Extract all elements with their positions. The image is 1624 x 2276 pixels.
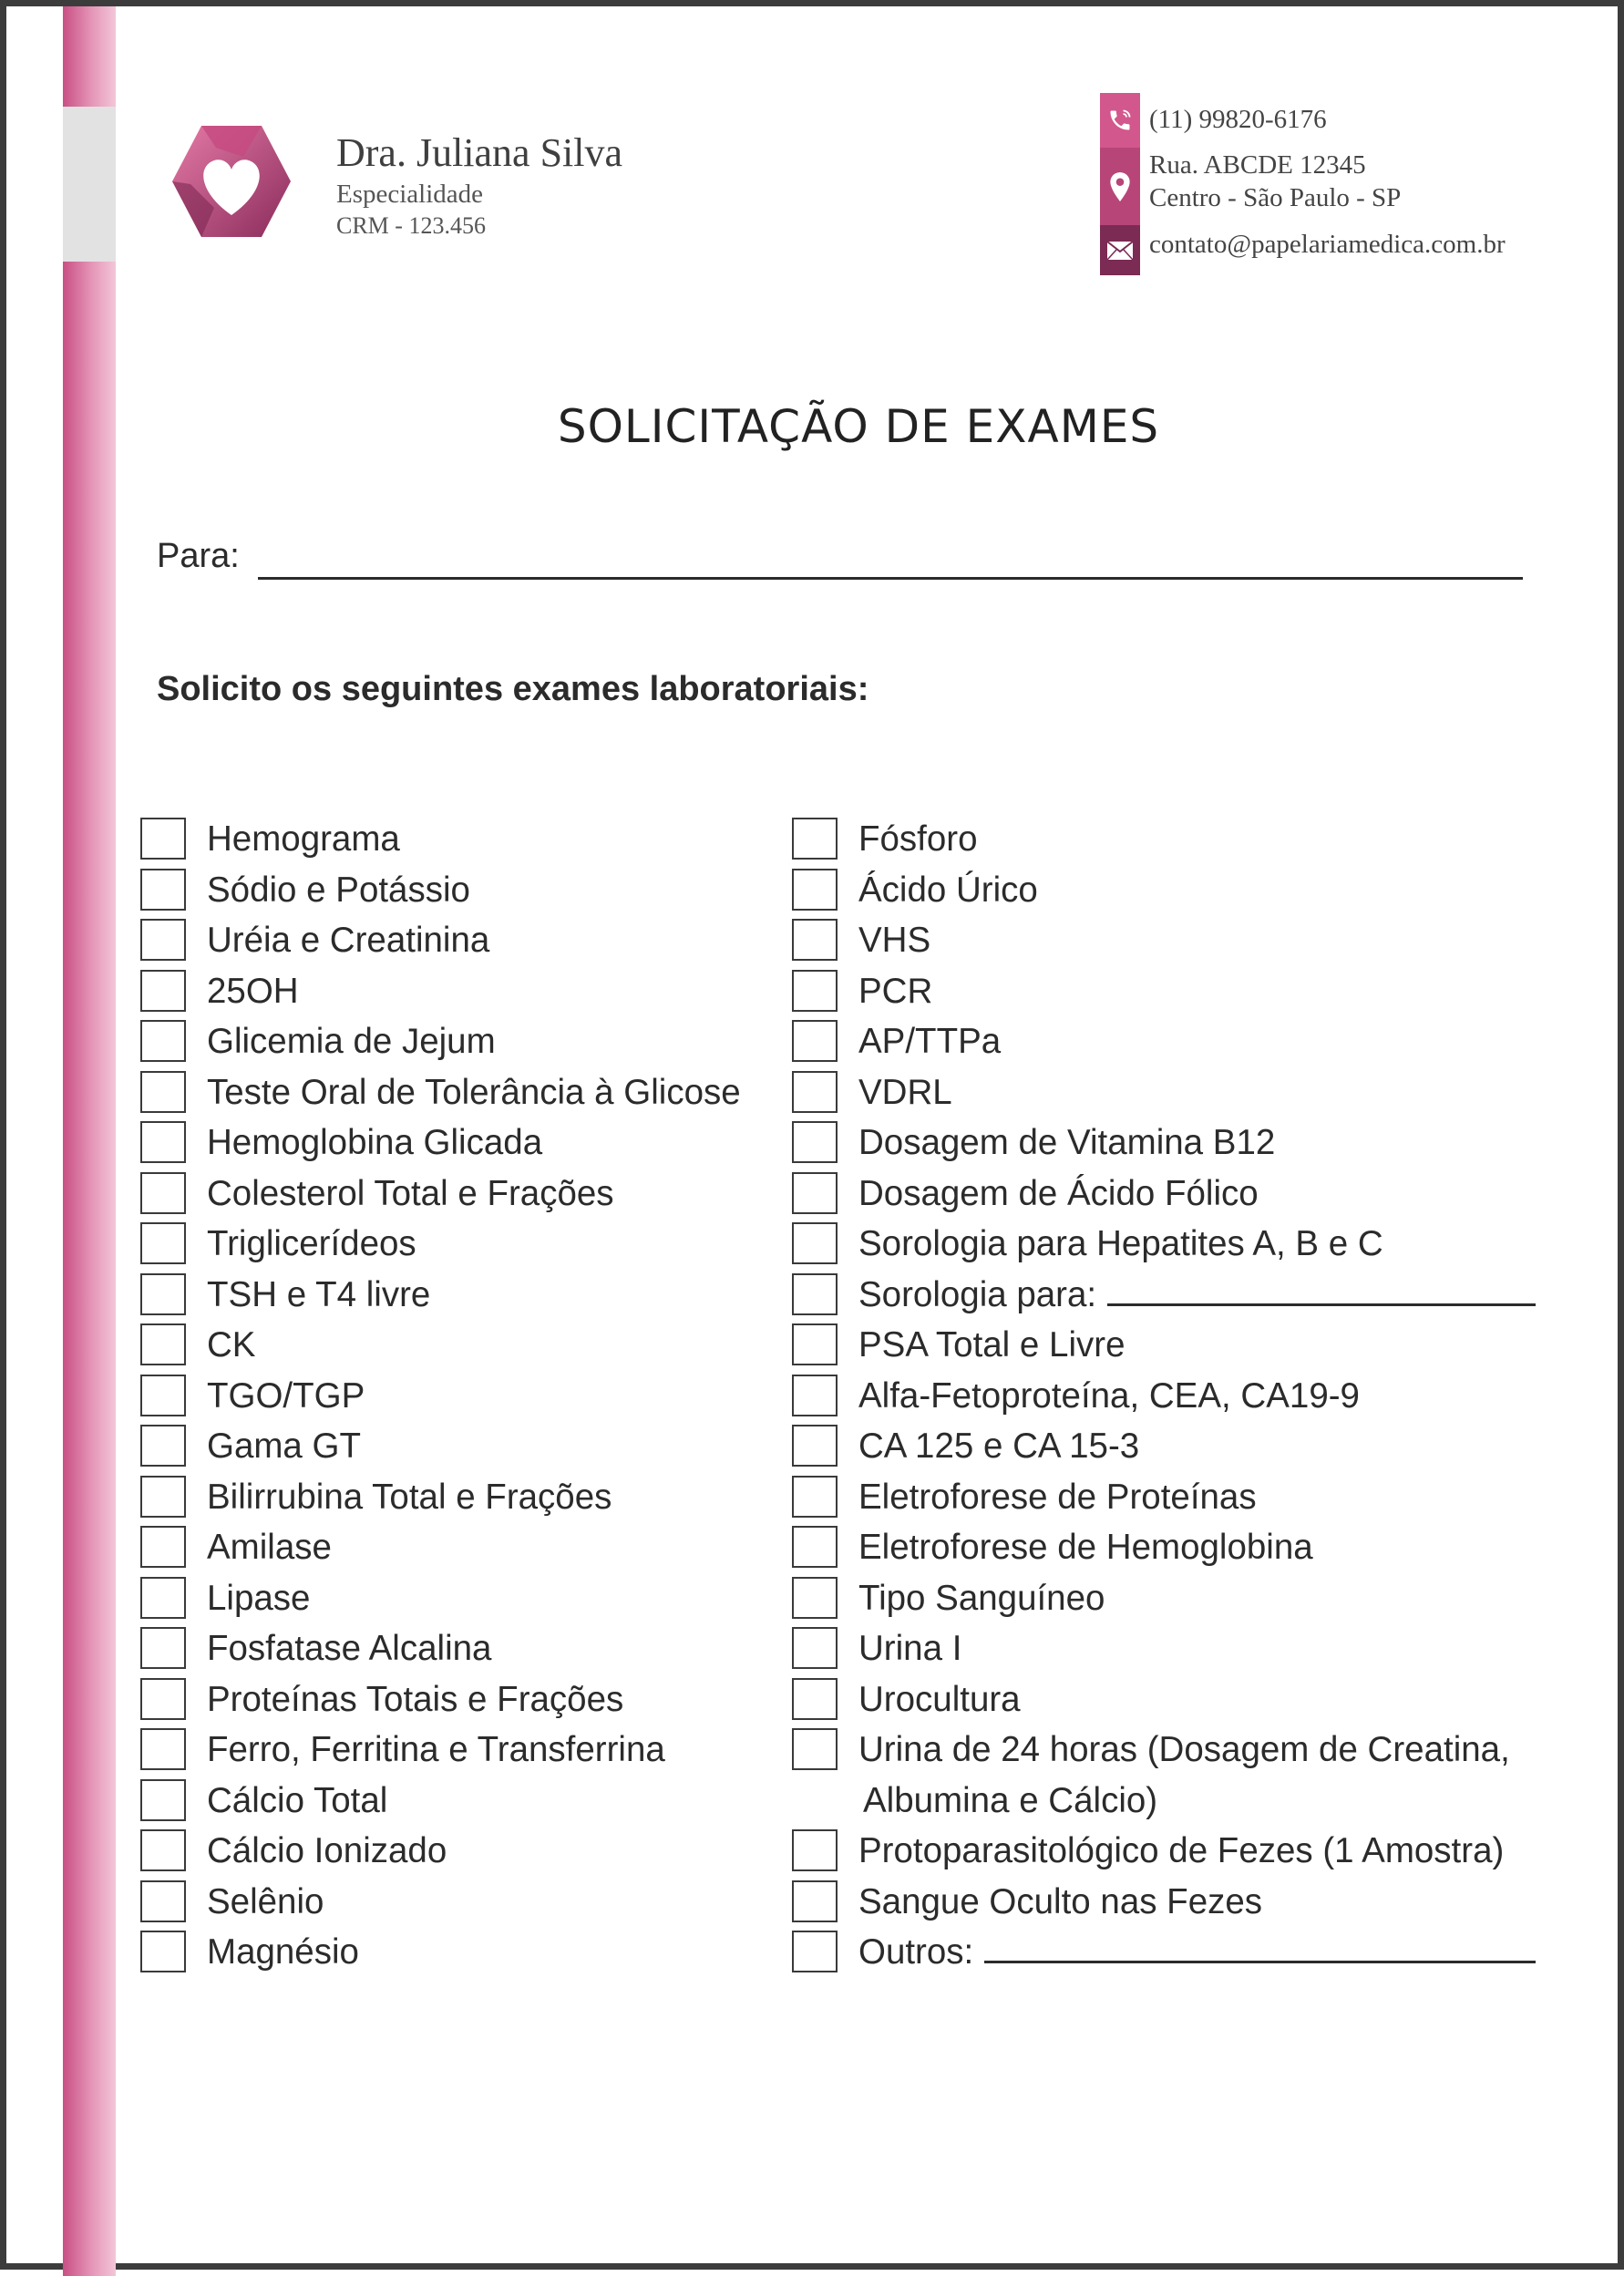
exam-item-alfa-fetoproteina-cea-ca19-9[interactable] bbox=[792, 1375, 1360, 1426]
exam-label: Fósforo bbox=[858, 819, 978, 859]
exam-checkbox[interactable] bbox=[140, 919, 186, 961]
exam-label: Amilase bbox=[207, 1528, 332, 1567]
exam-label: Ácido Úrico bbox=[858, 870, 1038, 910]
exam-fill-line[interactable] bbox=[1107, 1303, 1536, 1306]
envelope-icon bbox=[1100, 225, 1140, 275]
exam-item-dosagem-de-acido-folico[interactable] bbox=[792, 1172, 1259, 1223]
exam-label: Tipo Sanguíneo bbox=[858, 1578, 1105, 1618]
exam-checkbox[interactable] bbox=[792, 1829, 838, 1871]
exam-checkbox[interactable] bbox=[140, 1375, 186, 1416]
exam-checkbox[interactable] bbox=[792, 1222, 838, 1264]
exam-item-urina-de-24-horas-dosagem-de-creatina[interactable] bbox=[792, 1728, 1510, 1779]
exam-checkbox[interactable] bbox=[140, 1020, 186, 1062]
exam-label: CA 125 e CA 15-3 bbox=[858, 1426, 1140, 1466]
exam-label: VDRL bbox=[858, 1072, 952, 1112]
exam-checkbox[interactable] bbox=[792, 818, 838, 860]
exam-label: Ferro, Ferritina e Transferrina bbox=[207, 1730, 665, 1769]
exam-label: Uréia e Creatinina bbox=[207, 921, 490, 960]
exam-label: Urina de 24 horas (Dosagem de Creatina, bbox=[858, 1730, 1510, 1769]
exam-item-acido-urico[interactable] bbox=[792, 869, 1038, 920]
exam-checkbox[interactable] bbox=[792, 1425, 838, 1467]
doctor-specialty: Especialidade bbox=[336, 180, 484, 209]
exam-checkbox[interactable] bbox=[792, 1121, 838, 1163]
exam-item-sangue-oculto-nas-fezes[interactable] bbox=[792, 1880, 1263, 1931]
exam-checkbox[interactable] bbox=[792, 869, 838, 911]
heart-hexagon-logo-icon bbox=[170, 120, 293, 242]
exam-label: Gama GT bbox=[207, 1426, 362, 1466]
exam-checkbox[interactable] bbox=[140, 818, 186, 860]
exam-label: CK bbox=[207, 1325, 256, 1365]
exam-checkbox[interactable] bbox=[140, 1728, 186, 1770]
exam-checkbox[interactable] bbox=[140, 1222, 186, 1264]
exam-item-ca-125-e-ca-15-3[interactable] bbox=[792, 1425, 1140, 1476]
exam-label: Sorologia para Hepatites A, B e C bbox=[858, 1224, 1383, 1263]
exam-label: Urina I bbox=[858, 1629, 962, 1668]
exam-item-ap-ttpa[interactable] bbox=[792, 1020, 1002, 1071]
exam-checkbox[interactable] bbox=[140, 970, 186, 1012]
exam-checkbox[interactable] bbox=[140, 1172, 186, 1214]
exam-checkbox[interactable] bbox=[140, 1880, 186, 1922]
exam-checkbox[interactable] bbox=[140, 1273, 186, 1315]
exam-label: Fosfatase Alcalina bbox=[207, 1629, 492, 1668]
doctor-name: Dra. Juliana Silva bbox=[336, 130, 623, 175]
exam-item-urocultura[interactable] bbox=[792, 1678, 1021, 1729]
exam-checkbox[interactable] bbox=[140, 869, 186, 911]
exam-label: Hemoglobina Glicada bbox=[207, 1123, 543, 1162]
exam-label: Alfa-Fetoproteína, CEA, CA19-9 bbox=[858, 1375, 1360, 1416]
exam-item-eletroforese-de-hemoglobina[interactable] bbox=[792, 1526, 1313, 1577]
exam-checkbox[interactable] bbox=[792, 1476, 838, 1518]
exam-label: Albumina e Cálcio) bbox=[863, 1780, 1158, 1820]
location-pin-icon bbox=[1100, 148, 1140, 225]
exam-label: VHS bbox=[858, 921, 931, 960]
exam-item-vhs[interactable] bbox=[792, 919, 931, 970]
exam-label: Eletroforese de Proteínas bbox=[858, 1477, 1257, 1517]
exam-item-dosagem-de-vitamina-b12[interactable] bbox=[792, 1121, 1276, 1172]
exam-checkbox[interactable] bbox=[792, 1020, 838, 1062]
exam-item-urina-i[interactable] bbox=[792, 1627, 962, 1678]
exam-label: PCR bbox=[858, 971, 933, 1011]
exam-label: Cálcio Ionizado bbox=[207, 1831, 447, 1870]
exam-label: Protoparasitológico de Fezes (1 Amostra) bbox=[858, 1831, 1505, 1870]
exam-label: Outros: bbox=[858, 1932, 1536, 1972]
exam-fill-line[interactable] bbox=[984, 1961, 1536, 1963]
exam-label: Teste Oral de Tolerância à Glicose bbox=[207, 1072, 741, 1112]
exam-label: Cálcio Total bbox=[207, 1780, 388, 1820]
exam-label: Glicemia de Jejum bbox=[207, 1022, 496, 1061]
exam-label: Selênio bbox=[207, 1881, 324, 1921]
exam-checkbox[interactable] bbox=[140, 1425, 186, 1467]
exam-label: Dosagem de Ácido Fólico bbox=[858, 1173, 1259, 1213]
exam-checkbox[interactable] bbox=[792, 1931, 838, 1972]
exam-label: TGO/TGP bbox=[207, 1375, 365, 1416]
exam-checkbox[interactable] bbox=[140, 1627, 186, 1669]
contact-address-line1: Rua. ABCDE 12345 bbox=[1149, 150, 1366, 180]
contact-email: contato@papelariamedica.com.br bbox=[1149, 230, 1506, 259]
contact-phone: (11) 99820-6176 bbox=[1149, 105, 1327, 134]
doctor-crm: CRM - 123.456 bbox=[336, 212, 486, 239]
exam-checkbox[interactable] bbox=[140, 1121, 186, 1163]
exam-item-sorologia-para-hepatites-a-b-e-c[interactable] bbox=[792, 1222, 1383, 1273]
exam-checkbox[interactable] bbox=[140, 1526, 186, 1568]
decorative-side-stripe bbox=[63, 6, 116, 2276]
exam-label: AP/TTPa bbox=[858, 1022, 1002, 1061]
exam-checkbox[interactable] bbox=[140, 1678, 186, 1720]
exam-label: Lipase bbox=[207, 1578, 311, 1618]
exam-item-vdrl[interactable] bbox=[792, 1071, 952, 1122]
exam-checkbox[interactable] bbox=[792, 1172, 838, 1214]
exam-checkbox[interactable] bbox=[140, 1476, 186, 1518]
exam-checkbox[interactable] bbox=[140, 1071, 186, 1113]
exam-label: Hemograma bbox=[207, 819, 400, 859]
exam-label: Sódio e Potássio bbox=[207, 870, 470, 910]
exam-checkbox[interactable] bbox=[140, 1829, 186, 1871]
recipient-label: Para: bbox=[157, 537, 240, 575]
exam-checkbox[interactable] bbox=[792, 1526, 838, 1568]
exam-label: Proteínas Totais e Frações bbox=[207, 1679, 624, 1719]
exam-label: TSH e T4 livre bbox=[207, 1274, 431, 1314]
exam-item-albumina-e-calcio bbox=[792, 1779, 1158, 1830]
exam-label: Bilirrubina Total e Frações bbox=[207, 1477, 612, 1517]
exam-checkbox[interactable] bbox=[792, 1071, 838, 1113]
exam-label: Eletroforese de Hemoglobina bbox=[858, 1528, 1313, 1567]
exam-item-protoparasitologico-de-fezes-1-amostra[interactable] bbox=[792, 1829, 1505, 1880]
exam-checkbox[interactable] bbox=[792, 1577, 838, 1619]
exam-checkbox[interactable] bbox=[792, 1273, 838, 1315]
decorative-side-tab bbox=[63, 107, 116, 262]
exam-item-pcr[interactable] bbox=[792, 970, 933, 1021]
exam-checkbox[interactable] bbox=[792, 1678, 838, 1720]
exam-item-outros[interactable] bbox=[792, 1931, 974, 1982]
exam-item-tipo-sanguineo[interactable] bbox=[792, 1577, 1105, 1628]
exam-item-fosforo[interactable] bbox=[792, 818, 978, 869]
exam-label: Sangue Oculto nas Fezes bbox=[858, 1881, 1263, 1921]
exam-item-sorologia-para[interactable] bbox=[792, 1273, 1097, 1324]
exam-label: Colesterol Total e Frações bbox=[207, 1173, 614, 1213]
contact-icon-bar bbox=[1100, 93, 1140, 275]
exam-item-psa-total-e-livre[interactable] bbox=[792, 1323, 1125, 1375]
exam-label: Triglicerídeos bbox=[207, 1224, 416, 1263]
exam-checkbox[interactable] bbox=[792, 1323, 838, 1365]
exam-checkbox[interactable] bbox=[140, 1779, 186, 1821]
exam-checkbox[interactable] bbox=[140, 1931, 186, 1972]
exam-label: Sorologia para: bbox=[858, 1275, 1536, 1315]
exam-item-eletroforese-de-proteinas[interactable] bbox=[792, 1476, 1257, 1527]
exam-checkbox[interactable] bbox=[140, 1323, 186, 1365]
page-title: SOLICITAÇÃO DE EXAMES bbox=[557, 400, 1160, 453]
exam-label: Magnésio bbox=[207, 1932, 359, 1972]
contact-address-line2: Centro - São Paulo - SP bbox=[1149, 183, 1402, 212]
exam-checkbox[interactable] bbox=[792, 1880, 838, 1922]
exam-checkbox[interactable] bbox=[792, 1375, 838, 1416]
exam-list-right bbox=[792, 818, 1510, 1982]
exam-checkbox[interactable] bbox=[792, 919, 838, 961]
exam-label: 25OH bbox=[207, 971, 299, 1011]
exams-subtitle: Solicito os seguintes exames laboratoriais: bbox=[157, 670, 869, 708]
exam-label: PSA Total e Livre bbox=[858, 1325, 1125, 1365]
exam-checkbox[interactable] bbox=[140, 1577, 186, 1619]
exam-label: Dosagem de Vitamina B12 bbox=[858, 1123, 1276, 1162]
exam-checkbox[interactable] bbox=[792, 970, 838, 1012]
recipient-input-line[interactable] bbox=[258, 577, 1523, 580]
exam-label: Urocultura bbox=[858, 1679, 1021, 1719]
phone-icon bbox=[1100, 93, 1140, 148]
exam-checkbox[interactable] bbox=[792, 1728, 838, 1770]
exam-checkbox[interactable] bbox=[792, 1627, 838, 1669]
